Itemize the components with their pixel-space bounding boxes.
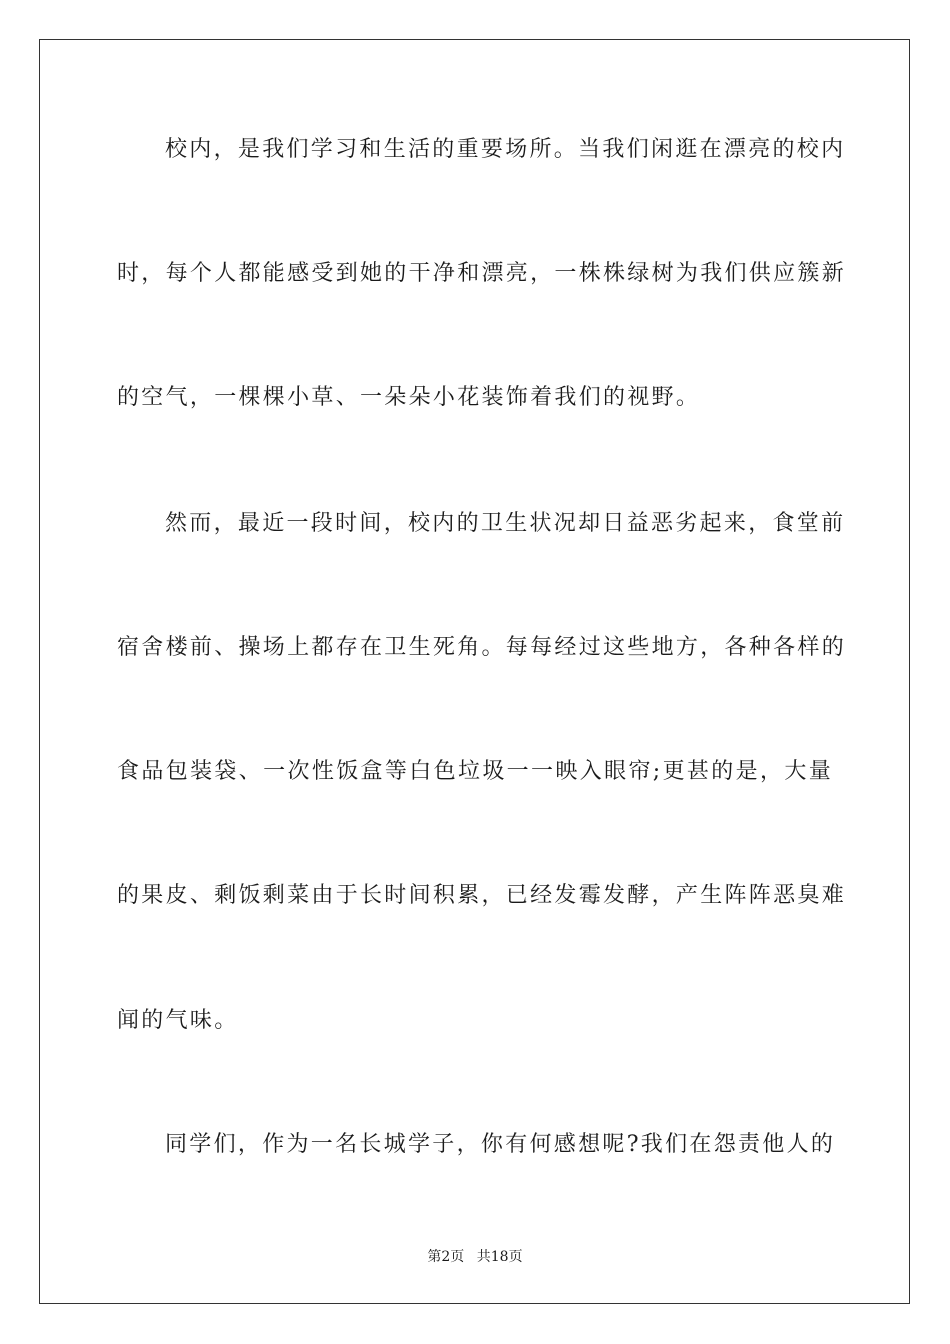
paragraph-3-line-1: 同学们，作为一名长城学子，你有何感想呢?我们在怨责他人的	[165, 1132, 836, 1157]
page-total: 共18页	[476, 1249, 523, 1265]
paragraph-1-line-1: 校内，是我们学习和生活的重要场所。当我们闲逛在漂亮的校内	[165, 137, 846, 162]
paragraph-1-line-2: 时，每个人都能感受到她的干净和漂亮，一株株绿树为我们供应簇新	[117, 261, 847, 286]
paragraph-1-line-3: 的空气，一棵棵小草、一朵朵小花装饰着我们的视野。	[117, 385, 701, 410]
paragraph-2-line-1: 然而，最近一段时间，校内的卫生状况却日益恶劣起来，食堂前	[165, 511, 846, 536]
paragraph-2-line-3: 食品包装袋、一次性饭盒等白色垃圾一一映入眼帘;更甚的是，大量	[117, 759, 833, 784]
page-number: 第2页	[427, 1249, 465, 1265]
paragraph-2-line-2: 宿舍楼前、操场上都存在卫生死角。每每经过这些地方，各种各样的	[117, 635, 847, 660]
page-border	[39, 39, 910, 1304]
paragraph-2-line-5: 闻的气味。	[117, 1008, 239, 1033]
paragraph-2-line-4: 的果皮、剩饭剩菜由于长时间积累，已经发霉发酵，产生阵阵恶臭难	[117, 883, 847, 908]
page-footer	[0, 1246, 950, 1266]
